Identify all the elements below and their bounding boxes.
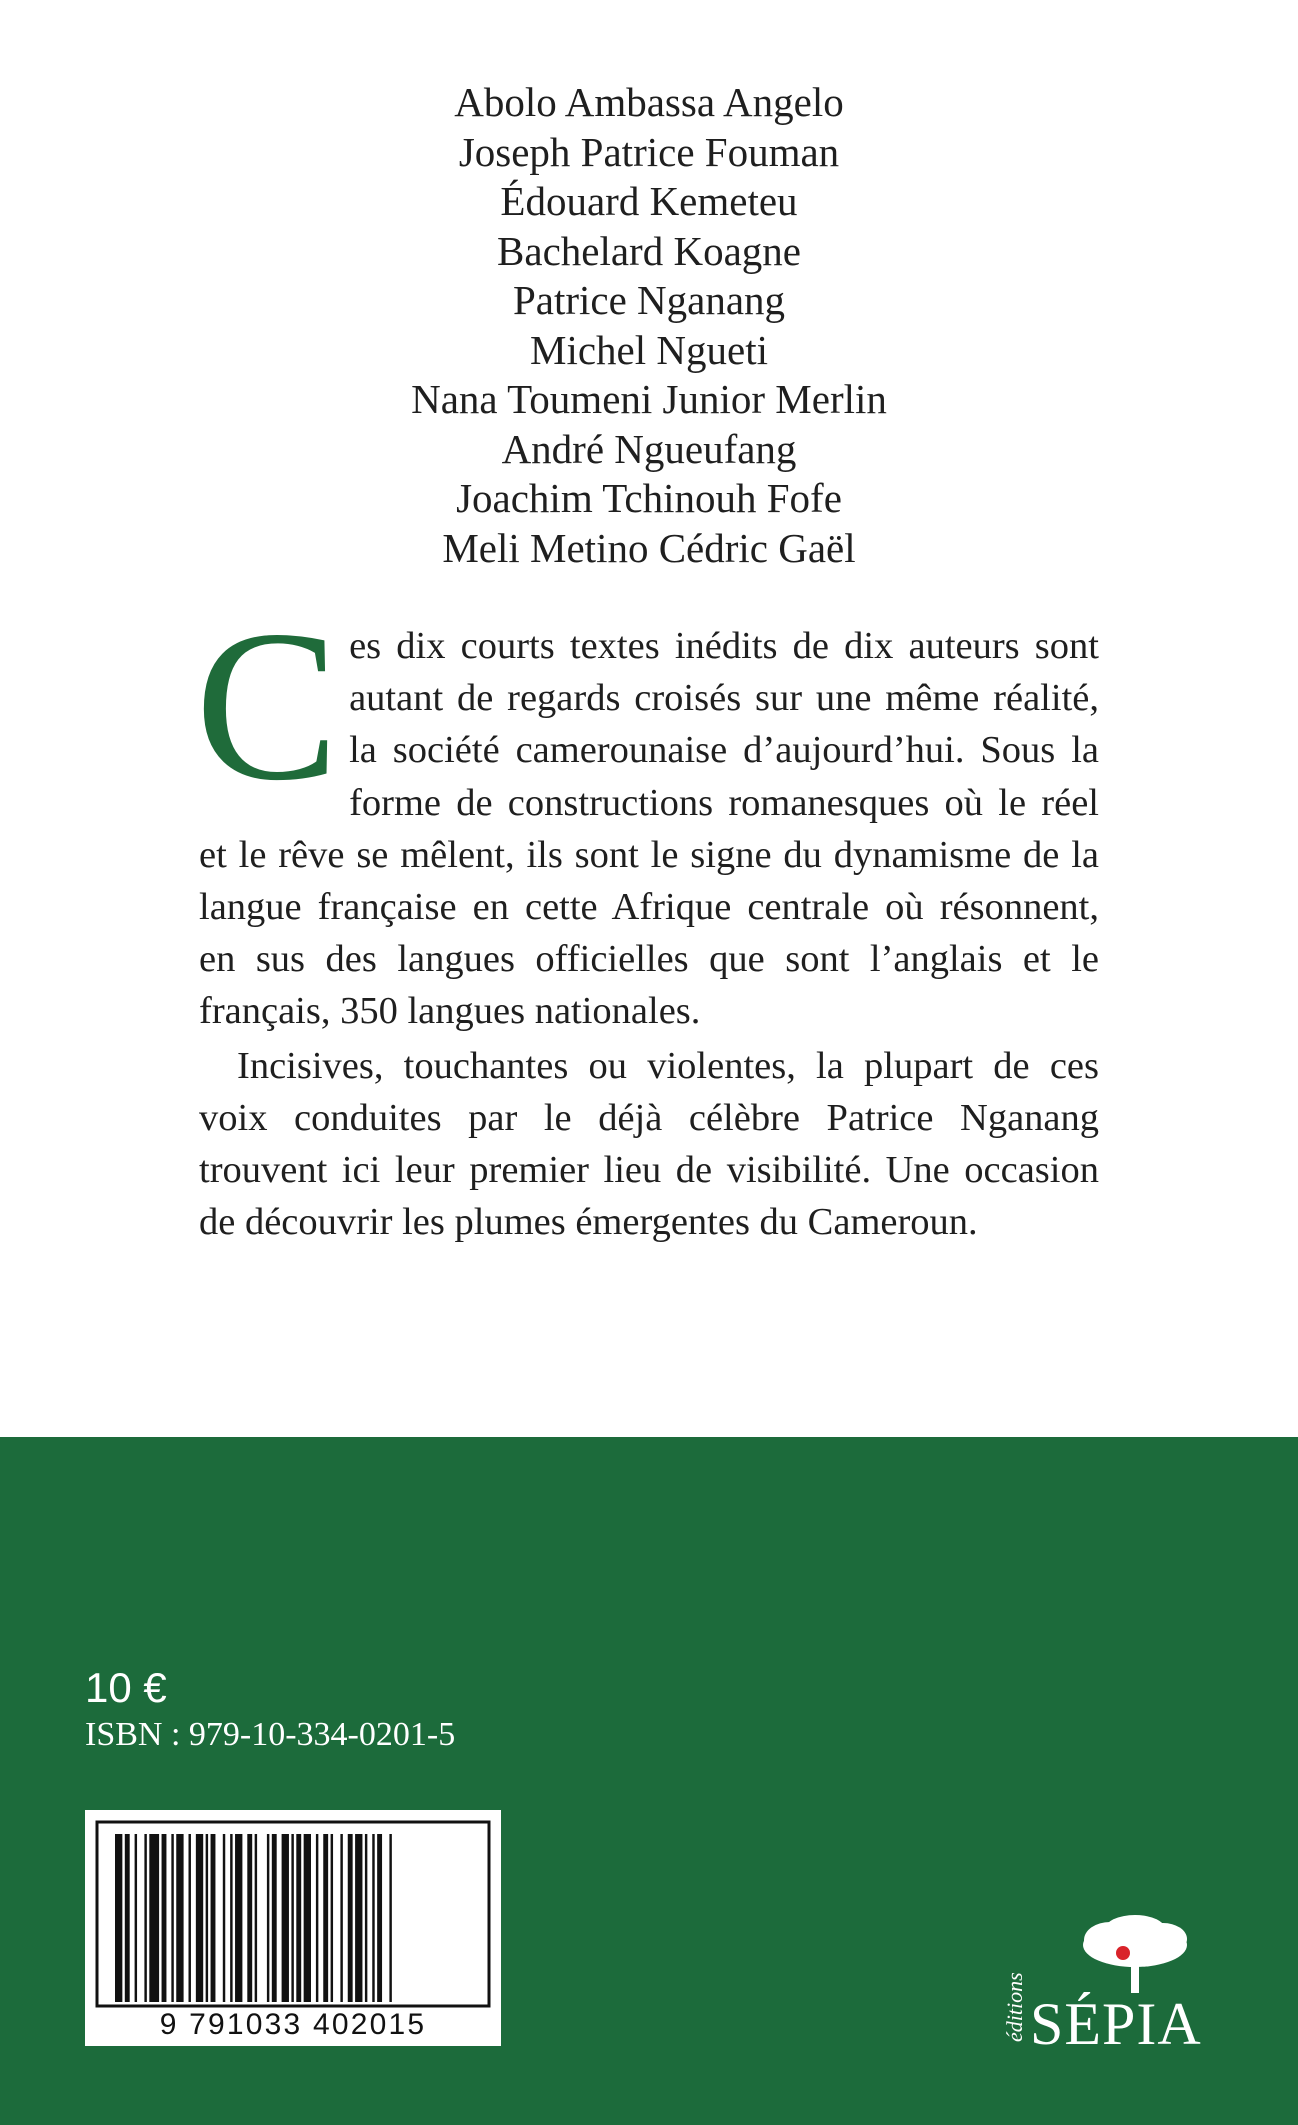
author-name: Meli Metino Cédric Gaël (442, 524, 856, 571)
barcode-bar (247, 1834, 252, 2002)
author-list (0, 78, 1298, 573)
barcode-bar (223, 1834, 225, 2002)
author-name: Joseph Patrice Fouman (458, 128, 840, 175)
barcode-bar (389, 1834, 391, 2002)
barcode-bar (348, 1834, 353, 2002)
author-name: André Ngueufang (501, 425, 797, 472)
isbn-label: ISBN : 979-10-334-0201-5 (85, 1716, 456, 1753)
barcode-bar (149, 1834, 159, 2002)
barcode-bar (316, 1834, 318, 2002)
barcode-bar (230, 1834, 232, 2002)
barcode-bar (365, 1834, 367, 2002)
barcode-bar (355, 1834, 362, 2002)
barcode-bar (171, 1834, 173, 2002)
barcode-bar (272, 1834, 277, 2002)
author-name: Édouard Kemeteu (500, 178, 798, 224)
barcode-bar (206, 1834, 208, 2002)
barcode-bar (196, 1834, 203, 2002)
author-name: Joachim Tchinouh Fofe (456, 475, 842, 521)
blurb-paragraph-1-text: es dix courts textes inédits de dix auteurs sont autant de regards croisés sur une même réalité, la société camerounaise d’aujourd’hui. Sous la forme de constructions romanesques où le réel et le rêve se mêlent, ils sont le signe du dynamisme de la langue française en cette Afrique centrale où résonnent, en sus des langues officielles que sont l’anglais et le français, 350 langues nationales. (199, 625, 1099, 1033)
barcode-bar (304, 1834, 311, 2002)
drop-cap: C (195, 586, 340, 825)
blurb-paragraph-1 (195, 586, 1099, 1038)
barcode-bar (323, 1834, 328, 2002)
barcode-bar (144, 1834, 146, 2002)
barcode-bar (125, 1834, 130, 2002)
barcode-bar (235, 1834, 242, 2002)
author-name: Patrice Nganang (512, 277, 786, 323)
barcode-bar (267, 1834, 269, 2002)
barcode-digits: 9 791033 402015 (159, 2008, 427, 2041)
barcode-bar (255, 1834, 257, 2002)
author-name: Abolo Ambassa Angelo (454, 79, 844, 125)
publisher-name: SÉPIA (1030, 1991, 1202, 2057)
barcode-bar (211, 1834, 216, 2002)
barcode-bar (135, 1834, 137, 2002)
barcode-bar (331, 1834, 333, 2002)
barcode-bar (189, 1834, 191, 2002)
publisher-editions-label: éditions (1002, 1972, 1027, 2042)
barcode-bar (282, 1834, 289, 2002)
author-name: Nana Toumeni Junior Merlin (411, 376, 887, 422)
barcode-bar (115, 1834, 122, 2002)
blurb-paragraph-2: Incisives, touchantes ou violentes, la plupart de ces voix conduites par le déjà célèbre Patrice Nganang trouvent ici leur premier lieu de visibilité. Une occasion de découvrir les plumes émergentes du Cameroun. (199, 1044, 1099, 1244)
author-name: Bachelard Koagne (497, 227, 801, 274)
barcode-bar (372, 1834, 374, 2002)
barcode-bar (296, 1834, 301, 2002)
barcode-bar (162, 1834, 167, 2002)
price-label: 10 € (85, 1664, 167, 1711)
barcode-bar (377, 1834, 382, 2002)
barcode-bar (340, 1834, 342, 2002)
barcode-bar (291, 1834, 293, 2002)
barcode (85, 1810, 501, 2046)
back-cover-blurb (195, 586, 1099, 1248)
author-name: Michel Ngueti (530, 326, 768, 373)
barcode-bar (176, 1834, 183, 2002)
